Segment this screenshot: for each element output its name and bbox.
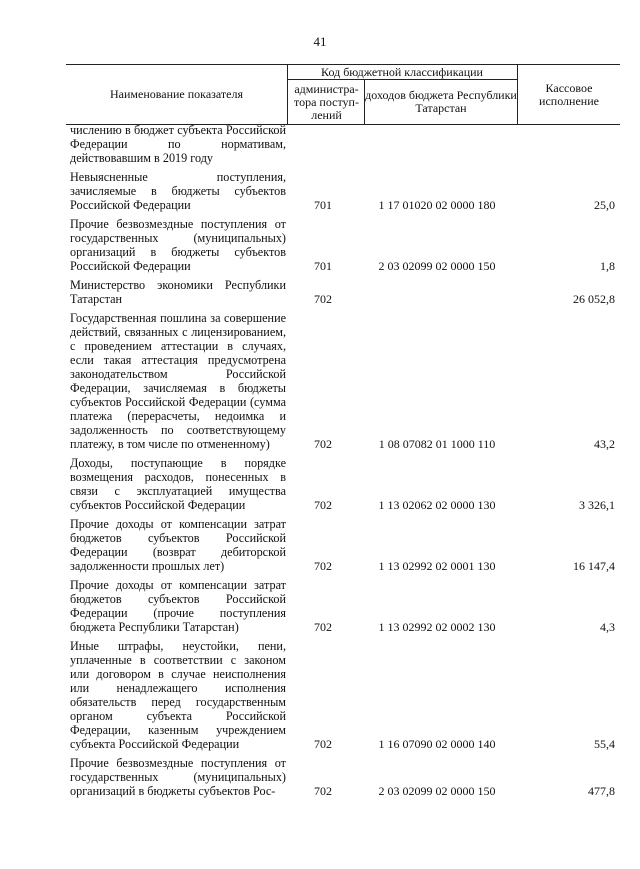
admin-code: 702 — [314, 620, 332, 634]
indicator-name: Прочие доходы от компенсации затрат бюджетов субъектов Российской Федерации (прочие поступления бюджета Республики Татарстан) — [70, 578, 286, 634]
income-code: 1 13 02062 02 0000 130 — [378, 498, 496, 512]
page-number: 41 — [313, 34, 327, 49]
amount: 3 326,1 — [579, 498, 615, 512]
table-row — [66, 517, 620, 573]
table-body — [66, 123, 620, 798]
amount: 25,0 — [594, 198, 615, 212]
indicator-name: Государственная пошлина за совершение действий, связанных с лицензированием, с проведением аттестации в случаях, если такая аттестация предусмотрена законодательством Российской Федерации, зачисляемая в бюджеты субъектов Российской Федерации (сумма платежа (перерасчеты, недоимка и задолженность по соответствующему платежу, в том числе по отмененному) — [70, 311, 286, 451]
indicator-name: Иные штрафы, неустойки, пени, уплаченные в соответствии с законом или договором в случае неисполнения или ненадлежащего исполнения обязательств перед государственным органом субъекта Российской Федерации, казенным учреждением субъекта Российской Федерации — [70, 639, 286, 751]
header-admin: администра-тора поступ-лений — [294, 81, 359, 122]
amount: 4,3 — [600, 620, 615, 634]
indicator-name: числению в бюджет субъекта Российской Федерации по нормативам, действовавшим в 2019 году — [70, 123, 286, 165]
amount: 1,8 — [600, 259, 615, 273]
table-row — [66, 311, 620, 451]
admin-code: 702 — [314, 559, 332, 573]
header-amount: Кассовое исполнение — [539, 80, 599, 108]
income-code: 2 03 02099 02 0000 150 — [378, 784, 496, 798]
amount: 16 147,4 — [573, 559, 615, 573]
table-header — [66, 64, 620, 125]
indicator-name: Прочие безвозмездные поступления от государственных (муниципальных) организаций в бюджеты субъектов Российской Федерации — [70, 217, 286, 273]
admin-code: 702 — [314, 498, 332, 512]
table-row — [66, 456, 620, 512]
table-row — [66, 639, 620, 751]
admin-code: 702 — [314, 784, 332, 798]
amount: 43,2 — [594, 437, 615, 451]
header-income: доходов бюджета Республики Татарстан — [365, 88, 517, 115]
table-row — [66, 123, 620, 165]
income-code: 1 13 02992 02 0002 130 — [378, 620, 496, 634]
header-code-group: Код бюджетной классификации — [321, 64, 483, 79]
admin-code: 701 — [314, 198, 332, 212]
indicator-name: Министерство экономики Республики Татарстан — [70, 278, 286, 306]
table-row — [66, 278, 620, 306]
indicator-name: Доходы, поступающие в порядке возмещения расходов, понесенных в связи с эксплуатацией имущества субъектов Российской Федерации — [70, 456, 286, 512]
income-code: 2 03 02099 02 0000 150 — [378, 259, 496, 273]
table-row — [66, 170, 620, 212]
indicator-name: Невыясненные поступления, зачисляемые в бюджеты субъектов Российской Федерации — [70, 170, 286, 212]
table-row — [66, 756, 620, 798]
indicator-name: Прочие безвозмездные поступления от государственных (муниципальных) организаций в бюджеты субъектов Рос- — [70, 756, 286, 798]
header-name: Наименование показателя — [110, 87, 243, 101]
admin-code: 702 — [314, 292, 332, 306]
income-code: 1 13 02992 02 0001 130 — [378, 559, 496, 573]
income-code: 1 17 01020 02 0000 180 — [378, 198, 496, 212]
admin-code: 702 — [314, 737, 332, 751]
indicator-name: Прочие доходы от компенсации затрат бюджетов субъектов Российской Федерации (возврат дебиторской задолженности прошлых лет) — [70, 517, 286, 573]
amount: 55,4 — [594, 737, 615, 751]
amount: 26 052,8 — [573, 292, 615, 306]
table-row — [66, 217, 620, 273]
income-code: 1 16 07090 02 0000 140 — [378, 737, 496, 751]
table-row — [66, 578, 620, 634]
amount: 477,8 — [588, 784, 615, 798]
admin-code: 702 — [314, 437, 332, 451]
income-code: 1 08 07082 01 1000 110 — [378, 437, 496, 451]
admin-code: 701 — [314, 259, 332, 273]
